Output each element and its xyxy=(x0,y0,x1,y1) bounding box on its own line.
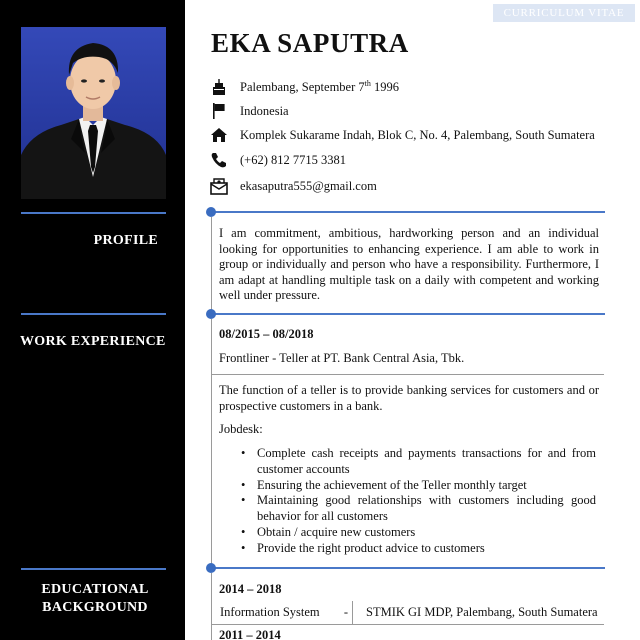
nationality-text: Indonesia xyxy=(240,103,289,118)
contact-birth xyxy=(209,77,629,97)
phone-text: (+62) 812 7715 3381 xyxy=(240,152,346,167)
jobdesk-item: • Ensuring the achievement of the Teller monthly target xyxy=(241,478,596,494)
profile-summary: I am commitment, ambitious, hardworking person and an individual looking for opportunities to enhancing experience. I am able to work in group or individually and person who have a responsibility. Furthermore, I am adapt at handling multiple task on a daily with competent and working well under pressure. xyxy=(219,226,599,302)
phone-icon xyxy=(209,150,229,170)
work-period: 08/2015 – 08/2018 xyxy=(219,327,314,341)
email-text: ekasaputra555@gmail.com xyxy=(240,178,377,193)
sidebar-divider xyxy=(21,313,166,315)
education-separator: - xyxy=(343,605,349,619)
jobdesk-label: Jobdesk: xyxy=(219,422,263,436)
section-divider xyxy=(211,211,605,213)
birthday-cake-icon xyxy=(209,77,229,97)
contact-email xyxy=(209,176,629,196)
sidebar-divider xyxy=(21,568,166,570)
sidebar-divider xyxy=(21,212,166,214)
section-divider xyxy=(211,567,605,569)
home-icon xyxy=(209,125,229,145)
candidate-name: EKA SAPUTRA xyxy=(211,28,409,58)
section-divider xyxy=(211,313,605,315)
work-description: The function of a teller is to provide banking services for customers and or prospective customers in a bank. xyxy=(219,383,599,413)
sidebar xyxy=(0,0,185,640)
work-position: Frontliner - Teller at PT. Bank Central Asia, Tbk. xyxy=(219,351,465,365)
jobdesk-item: • Obtain / acquire new customers xyxy=(241,525,596,541)
curriculum-vitae-badge: CURRICULUM VITAE xyxy=(493,4,635,22)
education-heading-line2: BACKGROUND xyxy=(42,600,148,615)
contact-nationality xyxy=(209,101,629,121)
timeline-dot xyxy=(206,563,216,573)
contact-phone xyxy=(209,150,629,170)
education-major: Information System xyxy=(220,605,320,619)
profile-heading: PROFILE xyxy=(93,233,158,248)
timeline-dot xyxy=(206,309,216,319)
timeline-line xyxy=(211,319,212,567)
contact-address xyxy=(209,125,629,145)
address-text: Komplek Sukarame Indah, Blok C, No. 4, Palembang, South Sumatera xyxy=(240,127,595,142)
education-period: 2011 – 2014 xyxy=(219,628,281,640)
jobdesk-list xyxy=(241,446,596,557)
jobdesk-item: • Provide the right product advice to customers xyxy=(241,541,596,557)
jobdesk-item: • Maintaining good relationships with customers including good behavior for all customers xyxy=(241,493,596,525)
timeline-dot xyxy=(206,207,216,217)
education-period: 2014 – 2018 xyxy=(219,582,282,596)
flag-icon xyxy=(209,101,229,121)
work-experience-heading: WORK EXPERIENCE xyxy=(20,334,166,349)
profile-photo xyxy=(21,27,166,199)
jobdesk-item: • Complete cash receipts and payments transactions for and from customer accounts xyxy=(241,446,596,478)
education-heading xyxy=(20,581,170,617)
birth-text: Palembang, September 7th 1996 xyxy=(240,78,399,95)
education-school: STMIK GI MDP, Palembang, South Sumatera xyxy=(352,601,604,625)
work-divider xyxy=(212,374,604,375)
education-row xyxy=(212,601,604,625)
timeline-line xyxy=(211,217,212,313)
email-icon xyxy=(209,176,229,196)
education-heading-line1: EDUCATIONAL xyxy=(41,582,149,597)
